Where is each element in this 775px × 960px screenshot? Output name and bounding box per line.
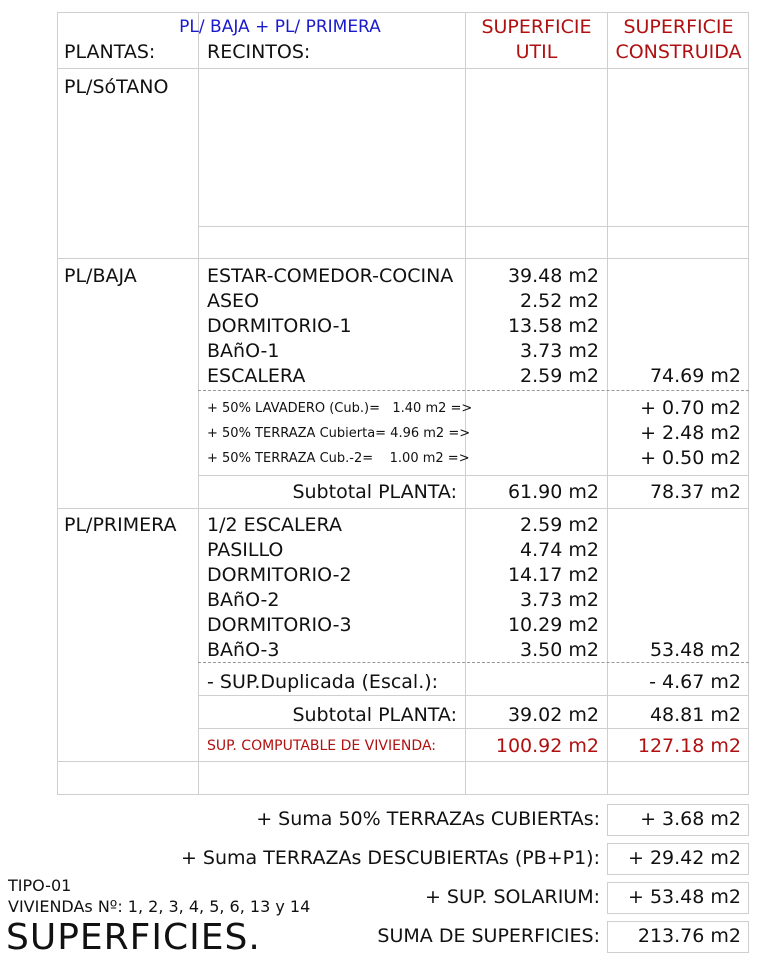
summary-label: + Suma 50% TERRAZAs CUBIERTAs:: [256, 808, 600, 830]
computable-label: SUP. COMPUTABLE DE VIVIENDA:: [207, 738, 436, 754]
room-name: BAñO-1: [207, 340, 280, 362]
room-name: DORMITORIO-1: [207, 315, 352, 337]
grid-line: [748, 12, 749, 794]
extra-text: + 50% TERRAZA Cub.-2= 1.00 m2 =>: [207, 451, 470, 466]
grid-line: [57, 508, 749, 509]
duplicada-label: - SUP.Duplicada (Escal.):: [207, 671, 439, 693]
room-name: DORMITORIO-2: [207, 564, 352, 586]
grid-line: [57, 761, 749, 762]
computable-util: 100.92 m2: [495, 735, 599, 757]
baja-construida: 74.69 m2: [649, 365, 741, 387]
grid-line: [198, 226, 749, 227]
grid-line: [198, 12, 199, 794]
summary-value: + 53.48 m2: [628, 886, 741, 908]
room-util: 3.73 m2: [520, 589, 599, 611]
grid-line: [57, 12, 749, 13]
subtotal-label: Subtotal PLANTA:: [292, 481, 457, 503]
viviendas-label: VIVIENDAs Nº: 1, 2, 3, 4, 5, 6, 13 y 14: [8, 897, 311, 916]
room-name: ASEO: [207, 290, 260, 312]
room-name: BAñO-2: [207, 589, 280, 611]
subtotal-label: Subtotal PLANTA:: [292, 704, 457, 726]
col-header-util: SUPERFICIE: [481, 16, 592, 38]
col-header-util-2: UTIL: [515, 41, 558, 63]
room-name: ESTAR-COMEDOR-COCINA: [207, 265, 454, 287]
summary-label: SUMA DE SUPERFICIES:: [377, 925, 600, 947]
computable-construida: 127.18 m2: [637, 735, 741, 757]
room-util: 2.52 m2: [520, 290, 599, 312]
room-name: BAñO-3: [207, 639, 280, 661]
room-util: 14.17 m2: [507, 564, 599, 586]
subtotal-construida: 78.37 m2: [649, 481, 741, 503]
duplicada-value: - 4.67 m2: [649, 671, 741, 693]
summary-label: + Suma TERRAZAs DESCUBIERTAs (PB+P1):: [180, 847, 600, 869]
grid-line: [57, 12, 58, 794]
room-util: 2.59 m2: [520, 365, 599, 387]
primera-construida: 53.48 m2: [649, 639, 741, 661]
extra-value: + 0.50 m2: [640, 447, 741, 469]
dashed-separator: [198, 390, 749, 391]
subtotal-util: 39.02 m2: [507, 704, 599, 726]
grid-line: [198, 475, 749, 476]
room-util: 39.48 m2: [507, 265, 599, 287]
room-name: ESCALERA: [207, 365, 306, 387]
col-header-recintos: RECINTOS:: [207, 41, 311, 63]
col-header-construida: SUPERFICIE: [623, 16, 734, 38]
grid-line: [198, 728, 749, 729]
planta-baja-label: PL/BAJA: [64, 265, 137, 287]
grid-line: [57, 794, 749, 795]
planta-sotano-label: PL/SóTANO: [64, 76, 169, 98]
room-util: 2.59 m2: [520, 514, 599, 536]
room-util: 3.73 m2: [520, 340, 599, 362]
page-title: SUPERFICIES.: [6, 917, 261, 958]
extra-text: + 50% LAVADERO (Cub.)= 1.40 m2 =>: [207, 401, 473, 416]
room-name: 1/2 ESCALERA: [207, 514, 342, 536]
grid-line: [57, 68, 749, 69]
group-title: PL/ BAJA + PL/ PRIMERA: [179, 17, 381, 37]
grid-line: [57, 258, 749, 259]
room-util: 3.50 m2: [520, 639, 599, 661]
subtotal-util: 61.90 m2: [507, 481, 599, 503]
extra-text: + 50% TERRAZA Cubierta= 4.96 m2 =>: [207, 426, 471, 441]
room-name: PASILLO: [207, 539, 284, 561]
tipo-label: TIPO-01: [8, 876, 72, 895]
summary-value: + 3.68 m2: [640, 808, 741, 830]
dashed-separator: [198, 662, 749, 663]
planta-primera-label: PL/PRIMERA: [64, 514, 177, 536]
col-header-construida-2: CONSTRUIDA: [615, 41, 742, 63]
room-util: 10.29 m2: [507, 614, 599, 636]
grid-line: [198, 695, 749, 696]
col-header-plantas: PLANTAS:: [64, 41, 156, 63]
summary-label: + SUP. SOLARIUM:: [424, 886, 600, 908]
summary-value: + 29.42 m2: [628, 847, 741, 869]
room-util: 13.58 m2: [507, 315, 599, 337]
room-util: 4.74 m2: [520, 539, 599, 561]
subtotal-construida: 48.81 m2: [649, 704, 741, 726]
extra-value: + 2.48 m2: [640, 422, 741, 444]
extra-value: + 0.70 m2: [640, 397, 741, 419]
room-name: DORMITORIO-3: [207, 614, 352, 636]
summary-value: 213.76 m2: [637, 925, 741, 947]
